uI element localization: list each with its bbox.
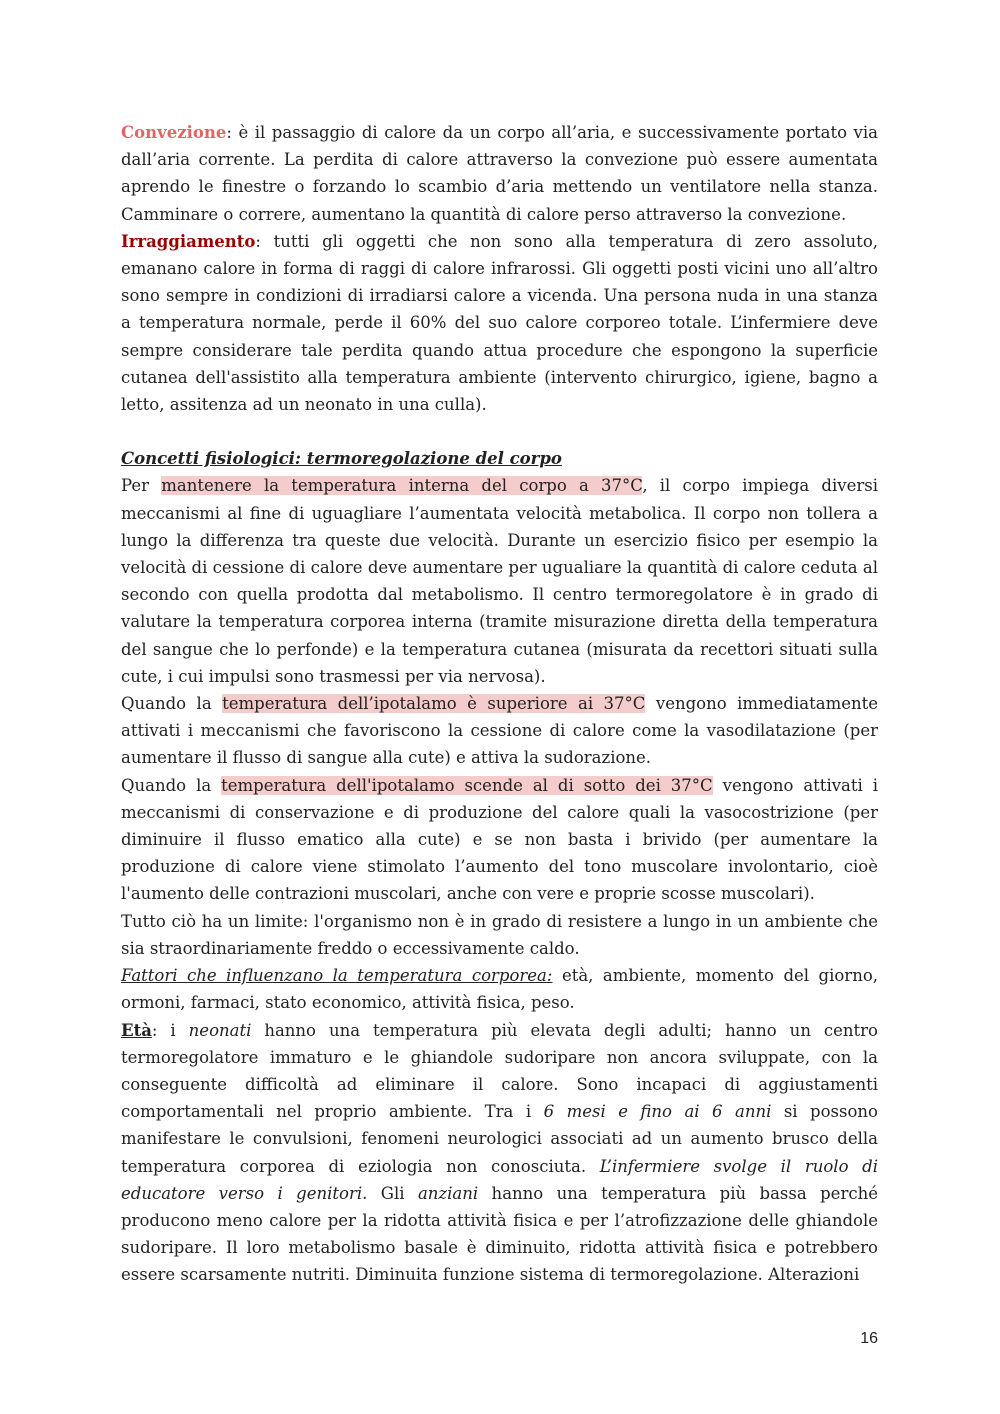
highlight-inferiore: temperatura dell'ipotalamo scende al di sotto dei 37°C [221, 775, 713, 795]
eta-italic-neonati: neonati [188, 1020, 252, 1040]
fattori-label: Fattori che influenzano la temperatura corporea: [121, 966, 553, 986]
highlight-37c: mantenere la temperatura interna del corpo a 37°C [161, 476, 643, 496]
eta-text-3: si possono manifestare le convulsioni, fenomeni neurologici associati ad un aumento brusco della temperatura corporea di eziologia non conosciuta. [121, 1102, 878, 1176]
term-eta: Età [121, 1020, 152, 1040]
para3-pre: Quando la [121, 775, 222, 795]
term-irraggiamento: Irraggiamento [121, 231, 256, 251]
eta-text-2: hanno una temperatura più elevata degli adulti; hanno un centro termoregolatore immaturo e le ghiandole sudoripare non ancora sviluppate, con la conseguente difficoltà ad eliminare il calore. Sono incapaci di aggiustamenti comportamentali nel proprio ambiente. Tra i [121, 1020, 878, 1122]
eta-text-4: . Gli [362, 1183, 418, 1203]
page-body [121, 119, 878, 1289]
paragraph-irraggiamento [121, 228, 878, 418]
para1-pre: Per [121, 476, 162, 496]
eta-italic-anziani: anziani [417, 1183, 479, 1203]
paragraph-convezione [121, 119, 878, 228]
convezione-text: : è il passaggio di calore da un corpo all’aria, e successivamente portato via dall’aria corrente. La perdita di calore attraverso la convezione può essere aumentata aprendo le finestre o forzando lo scambio d’aria mettendo un ventilatore nella stanza. Camminare o correre, aumentano la quantità di calore perso attraverso la convezione. [121, 123, 878, 224]
eta-italic-infermiere: L’infermiere svolge il ruolo di educatore verso i genitori [121, 1156, 878, 1203]
paragraph-eta [121, 1017, 878, 1289]
highlight-superiore: temperatura dell’ipotalamo è superiore ai 37°C [222, 694, 646, 714]
section-heading: Concetti fisiologici: termoregolazione del corpo [121, 449, 562, 469]
paragraph-fattori [121, 962, 878, 1016]
page-number: 16 [860, 1330, 878, 1347]
eta-text-5: hanno una temperatura più bassa perché producono meno calore per la ridotta attività fisica e per l’atrofizzazione delle ghiandole sudoripare. Il loro metabolismo basale è diminuito, ridotta attività fisica e potrebbero essere scarsamente nutriti. Diminuita funzione sistema di termoregolazione. Alterazioni [121, 1183, 878, 1285]
fattori-text: età, ambiente, momento del giorno, ormoni, farmaci, stato economico, attività fisica, peso. [121, 966, 879, 1013]
paragraph-inferiore [121, 772, 878, 908]
eta-text-1: : i [151, 1020, 189, 1040]
para2-post: vengono immediatamente attivati i meccanismi che favoriscono la cessione di calore come la vasodilatazione (per aumentare il flusso di sangue alla cute) e attiva la sudorazione. [121, 694, 878, 768]
irraggiamento-text: : tutti gli oggetti che non sono alla temperatura di zero assoluto, emanano calore in forma di raggi di calore infrarossi. Gli oggetti posti vicini uno all’altro sono sempre in condizioni di irradiarsi calore a vicenda. Una persona nuda in una stanza a temperatura normale, perde il 60% del suo calore corporeo totale. L’infermiere deve sempre considerare tale perdita quando attua procedure che espongono la superficie cutanea dell'assistito alla temperatura ambiente (intervento chirurgico, igiene, bagno a letto, assitenza ad un neonato in una culla). [121, 231, 878, 415]
para3-post: vengono attivati i meccanismi di conservazione e di produzione del calore quali la vasocostrizione (per diminuire il flusso ematico alla cute) e se non basta i brivido (per aumentare la produzione di calore viene stimolato l’aumento del tono muscolare involontario, cioè l'aumento delle contrazioni muscolari, anche con vere e proprie scosse muscolari). [121, 775, 879, 904]
para1-post: , il corpo impiega diversi meccanismi al fine di uguagliare l’aumentata velocità metabolica. Il corpo non tollera a lungo la differenza tra queste due velocità. Durante un esercizio fisico per esempio la velocità di cessione di calore deve aumentare per ugualiare la quantità di calore ceduta al secondo con quella prodotta dal metabolismo. Il centro termoregolatore è in grado di valutare la temperatura corporea interna (tramite misurazione diretta della temperatura del sangue che lo perfonde) e la temperatura cutanea (misurata da recettori situati sulla cute, i cui impulsi sono trasmessi per via nervosa). [121, 476, 878, 686]
paragraph-superiore [121, 690, 878, 772]
paragraph-limite: Tutto ciò ha un limite: l'organismo non è in grado di resistere a lungo in un ambiente che sia straordinariamente freddo o eccessivamente caldo. [121, 911, 878, 958]
eta-italic-mesi: 6 mesi e fino ai 6 anni [543, 1102, 772, 1122]
para2-pre: Quando la [121, 694, 223, 714]
term-convezione: Convezione [121, 123, 227, 142]
paragraph-termoregolazione [121, 472, 878, 690]
